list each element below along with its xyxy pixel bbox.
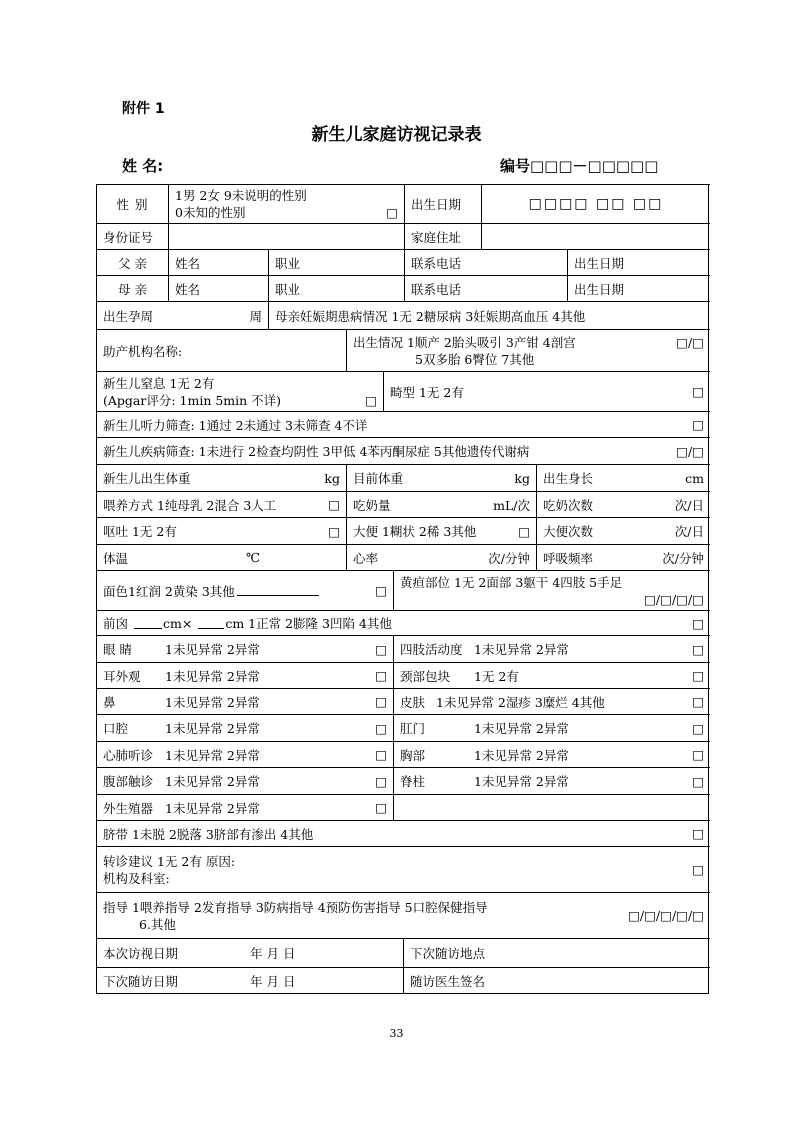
disease-screening-label: 新生儿疾病筛查: 1未进行 2检查均阴性 3甲低 4苯丙酮尿症 5其他遗传代谢病 (103, 444, 530, 459)
birth-situation-line2: 5双多胎 6臀位 7其他 (415, 351, 535, 367)
exam-empty-cell (393, 794, 710, 820)
exam-nose[interactable] (96, 688, 393, 714)
mother-phone[interactable]: 联系电话 (404, 275, 567, 301)
umbilical-label: 脐带 1未脱 2脱落 3脐部有渗出 4其他 (103, 826, 314, 842)
malformation[interactable] (383, 371, 710, 411)
birth-weight-unit: kg (324, 470, 340, 486)
milk-times[interactable] (536, 491, 710, 517)
id-label: 身份证号 (96, 223, 168, 249)
resp-rate[interactable] (536, 544, 710, 570)
hearing-checkbox[interactable]: □ (692, 417, 704, 432)
heart-rate[interactable] (346, 544, 536, 570)
exam-options: 1未见异常 2异常 (165, 668, 260, 684)
gestation-label: 出生孕周 (103, 308, 154, 324)
name-label: 姓 名: (122, 157, 164, 175)
exam-options: 1未见异常 2异常 (165, 747, 260, 763)
heart-rate-label: 心率 (353, 550, 379, 566)
heart-rate-unit: 次/分钟 (488, 550, 530, 566)
complexion-checkbox[interactable]: □ (375, 583, 387, 598)
maternal-disease[interactable]: 母亲妊娠期患病情况 1无 2糖尿病 3妊娠期高血压 4其他 (268, 301, 710, 329)
fontanel-blank-2[interactable] (198, 618, 224, 629)
birth-date-boxes[interactable]: □□□□ □□ □□ (481, 184, 710, 223)
current-weight[interactable] (346, 464, 536, 491)
stool-times[interactable] (536, 517, 710, 544)
exam-options: 1未见异常 2异常 (165, 774, 260, 789)
exam-options: 1未见异常 2异常 (474, 721, 569, 736)
visit-date-label: 本次访视日期 (103, 946, 179, 961)
next-date-ymd: 年 月 日 (250, 974, 296, 989)
milk-amount[interactable] (346, 491, 536, 517)
exam-mouth[interactable] (96, 714, 393, 741)
complexion-label: 面色1红润 2黄染 3其他 (103, 583, 235, 599)
fontanel[interactable] (96, 610, 710, 635)
next-visit-place[interactable]: 下次随访地点 (403, 938, 710, 967)
jaundice-line1: 黄疸部位 1无 2面部 3躯干 4四肢 5手足 (400, 574, 623, 590)
birth-weight[interactable] (96, 464, 346, 491)
exam-checkbox[interactable]: □ (375, 773, 387, 789)
exam-label: 口腔 (103, 721, 129, 736)
birth-situation-checkbox[interactable]: □/□ (676, 334, 704, 350)
current-weight-unit: kg (514, 470, 530, 486)
exam-genitals[interactable] (96, 794, 393, 820)
referral[interactable] (96, 846, 710, 892)
exam-spine[interactable] (393, 767, 710, 794)
asphyxia-checkbox[interactable]: □ (365, 392, 377, 408)
umbilical-checkbox[interactable]: □ (692, 826, 704, 841)
stool-label: 大便 1糊状 2稀 3其他 (353, 524, 477, 539)
stool-checkbox[interactable]: □ (518, 523, 530, 539)
father-job[interactable]: 职业 (268, 249, 404, 275)
stool-times-label: 大便次数 (543, 524, 594, 539)
exam-label: 肛门 (400, 721, 426, 736)
father-birth-date[interactable]: 出生日期 (567, 249, 710, 275)
father-phone[interactable]: 联系电话 (404, 249, 567, 275)
stool[interactable] (346, 517, 536, 544)
exam-checkbox[interactable]: □ (692, 668, 704, 683)
exam-checkbox[interactable]: □ (692, 720, 704, 736)
asphyxia[interactable] (96, 371, 383, 411)
temperature-label: 体温 (103, 550, 129, 566)
next-date-label: 下次随访日期 (103, 974, 179, 989)
annex-label: 附件 1 (122, 101, 165, 117)
id-field[interactable] (168, 223, 404, 249)
exam-neck-mass[interactable] (393, 662, 710, 688)
resp-rate-unit: 次/分钟 (662, 550, 704, 566)
milk-times-unit: 次/日 (674, 497, 704, 513)
exam-options: 1未见异常 2异常 (474, 642, 569, 657)
exam-options: 1未见异常 2异常 (165, 721, 260, 736)
exam-label: 腹部触诊 (103, 774, 154, 789)
exam-anus[interactable] (393, 714, 710, 741)
sex-label: 性 别 (96, 184, 168, 223)
umbilical-cord[interactable] (96, 820, 393, 846)
gestation-cell[interactable] (96, 301, 268, 329)
complexion[interactable] (96, 570, 393, 610)
vomit[interactable] (96, 517, 346, 544)
exam-checkbox[interactable]: □ (375, 800, 387, 815)
exam-heart-lung[interactable] (96, 741, 393, 767)
guidance-line2: 6.其他 (139, 916, 176, 932)
guidance[interactable] (96, 892, 710, 938)
stool-times-unit: 次/日 (674, 524, 704, 539)
malformation-checkbox[interactable]: □ (692, 384, 704, 399)
exam-label: 脊柱 (400, 774, 426, 789)
exam-ears[interactable] (96, 662, 393, 688)
birth-situation[interactable] (346, 329, 710, 371)
birth-length-label: 出生身长 (543, 471, 594, 486)
exam-checkbox[interactable]: □ (375, 668, 387, 683)
hearing-screening[interactable] (96, 411, 710, 437)
exam-label: 心肺听诊 (103, 747, 154, 763)
form-title: 新生儿家庭访视记录表 (311, 125, 482, 145)
exam-checkbox[interactable]: □ (375, 694, 387, 709)
temperature[interactable] (96, 544, 346, 570)
serial-number-label: 编号□□□－□□□□□ (500, 157, 659, 175)
gestation-unit: 周 (249, 308, 262, 324)
exam-limbs[interactable] (393, 635, 710, 662)
milk-times-label: 吃奶次数 (543, 497, 594, 513)
exam-options: 1无 2有 (474, 668, 519, 684)
fontanel-blank-1[interactable] (134, 618, 162, 629)
father-label: 父 亲 (96, 249, 168, 275)
exam-abdomen[interactable] (96, 767, 393, 794)
mother-label: 母 亲 (96, 275, 168, 301)
birth-date-label: 出生日期 (404, 184, 481, 223)
visit-record-table (96, 184, 709, 994)
jaundice[interactable] (393, 570, 710, 610)
sex-options-line1: 1男 2女 9未说明的性别 (175, 188, 307, 203)
feeding-label: 喂养方式 1纯母乳 2混合 3人工 (103, 497, 277, 513)
page-number: 33 (389, 1027, 404, 1040)
milk-amount-unit: mL/次 (493, 497, 530, 513)
referral-checkbox[interactable]: □ (692, 861, 704, 877)
mother-job[interactable]: 职业 (268, 275, 404, 301)
vomit-label: 呕吐 1无 2有 (103, 524, 177, 539)
exam-checkbox[interactable]: □ (692, 773, 704, 789)
birth-length[interactable] (536, 464, 710, 491)
exam-chest[interactable] (393, 741, 710, 767)
birth-situation-line1: 出生情况 1顺产 2胎头吸引 3产钳 4剖宫 (353, 334, 576, 350)
exam-options: 1未见异常 2异常 (165, 694, 260, 710)
exam-options: 1未见异常 2异常 (165, 642, 260, 657)
sex-options[interactable] (168, 184, 404, 223)
jaundice-checkbox[interactable]: □/□/□/□ (644, 591, 704, 607)
fontanel-options: cm 1正常 2膨隆 3凹陷 4其他 (225, 616, 392, 631)
exam-options: 1未见异常 2异常 (474, 747, 569, 763)
milk-amount-label: 吃奶量 (353, 497, 391, 513)
asphyxia-line2: (Apgar评分: 1min 5min 不详) (103, 392, 282, 408)
exam-label: 耳外观 (103, 668, 141, 684)
address-field[interactable] (481, 223, 710, 249)
exam-options: 1未见异常 2湿疹 3糜烂 4其他 (436, 694, 605, 710)
fontanel-label: 前囟 (103, 616, 129, 631)
mother-name[interactable]: 姓名 (168, 275, 268, 301)
hearing-label: 新生儿听力筛查: 1通过 2未通过 3未筛查 4不详 (103, 417, 368, 433)
referral-line2: 机构及科室: (103, 870, 170, 886)
address-label: 家庭住址 (404, 223, 481, 249)
complexion-blank[interactable] (237, 585, 319, 596)
exam-label: 眼 睛 (103, 642, 132, 657)
fontanel-checkbox[interactable]: □ (692, 615, 704, 631)
exam-label: 胸部 (400, 747, 426, 763)
umbilical-blank (393, 820, 710, 846)
disease-screening-checkbox[interactable]: □/□ (676, 443, 704, 459)
birth-length-unit: cm (685, 470, 704, 486)
exam-skin[interactable] (393, 688, 710, 714)
exam-checkbox[interactable]: □ (375, 747, 387, 762)
exam-options: 1未见异常 2异常 (165, 800, 260, 816)
birth-weight-label: 新生儿出生体重 (103, 471, 191, 486)
current-weight-label: 目前体重 (353, 471, 404, 486)
resp-rate-label: 呼吸频率 (543, 550, 594, 566)
exam-label: 鼻 (103, 694, 116, 710)
guidance-line1: 指导 1喂养指导 2发育指导 3防病指导 4预防伤害指导 5口腔保健指导 (103, 899, 488, 915)
visit-date[interactable] (96, 938, 403, 967)
vomit-checkbox[interactable]: □ (328, 523, 340, 539)
mother-birth-date[interactable]: 出生日期 (567, 275, 710, 301)
asphyxia-line1: 新生儿窒息 1无 2有 (103, 375, 215, 391)
doctor-signature[interactable]: 随访医生签名 (403, 967, 710, 994)
feeding-checkbox[interactable]: □ (328, 497, 340, 512)
feeding-method[interactable] (96, 491, 346, 517)
malformation-label: 畸型 1无 2有 (390, 384, 464, 400)
sex-checkbox[interactable]: □ (386, 205, 398, 220)
exam-label: 外生殖器 (103, 800, 154, 816)
exam-checkbox[interactable]: □ (692, 641, 704, 657)
exam-checkbox[interactable]: □ (692, 694, 704, 709)
fontanel-unit-1: cm× (163, 615, 193, 631)
exam-label: 四肢活动度 (400, 642, 463, 657)
exam-checkbox[interactable]: □ (375, 641, 387, 657)
midwife-institution[interactable]: 助产机构名称: (96, 329, 346, 371)
sex-options-line2: 0未知的性别 (175, 205, 246, 220)
visit-date-ymd: 年 月 日 (250, 946, 296, 961)
exam-options: 1未见异常 2异常 (474, 774, 569, 789)
exam-eyes[interactable] (96, 635, 393, 662)
father-name[interactable]: 姓名 (168, 249, 268, 275)
disease-screening[interactable] (96, 437, 710, 464)
guidance-checkbox[interactable]: □/□/□/□/□ (628, 907, 704, 923)
exam-label: 颈部包块 (400, 668, 451, 684)
exam-checkbox[interactable]: □ (692, 747, 704, 762)
temperature-unit: ℃ (246, 550, 260, 565)
exam-checkbox[interactable]: □ (375, 720, 387, 736)
next-visit-date[interactable] (96, 967, 403, 994)
referral-line1: 转诊建议 1无 2有 原因: (103, 853, 236, 869)
exam-label: 皮肤 (400, 694, 426, 710)
